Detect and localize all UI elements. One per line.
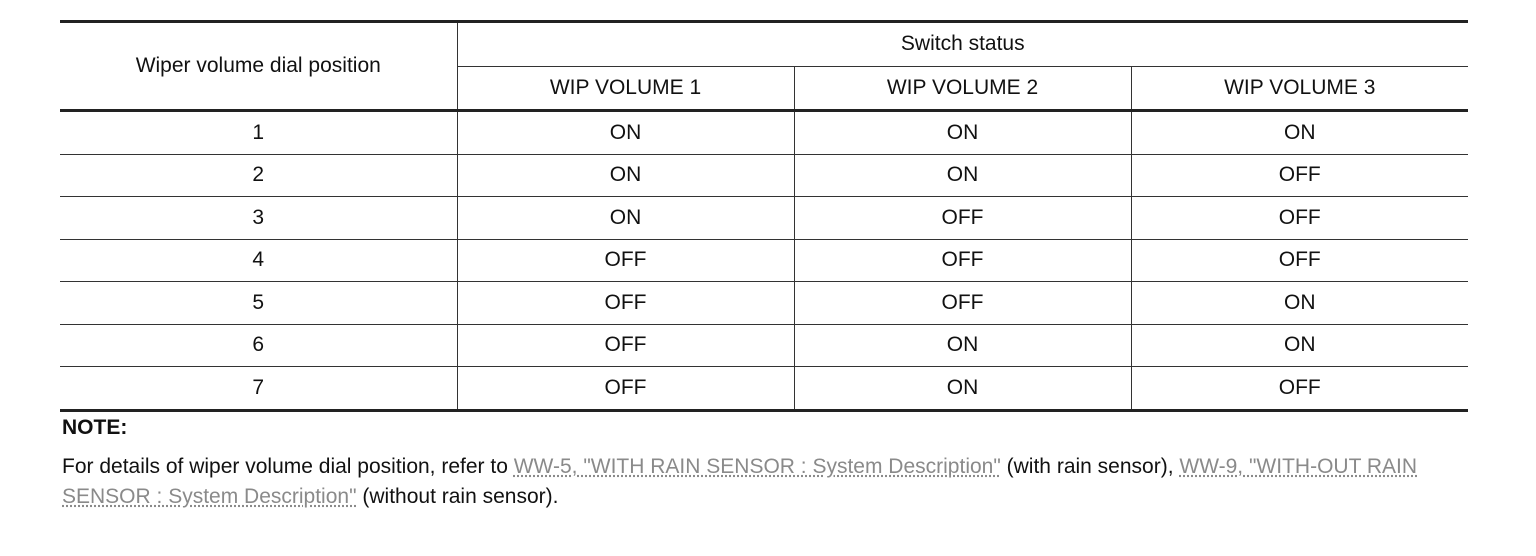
wip-volume-3-cell: ON: [1131, 111, 1468, 155]
switch-status-header: Switch status: [457, 22, 1468, 67]
column-header-wip-volume-2: WIP VOLUME 2: [794, 66, 1131, 111]
wip-volume-1-cell: ON: [457, 111, 794, 155]
note-title: NOTE:: [62, 416, 128, 439]
wip-volume-2-cell: OFF: [794, 197, 1131, 240]
table-row: [60, 239, 1468, 282]
column-header-wip-volume-1: WIP VOLUME 1: [457, 66, 794, 111]
note-text-before: For details of wiper volume dial position, refer to: [62, 455, 514, 478]
column-header-wip-volume-3: WIP VOLUME 3: [1131, 66, 1468, 111]
wip-volume-3-cell: ON: [1131, 324, 1468, 367]
wip-volume-1-cell: ON: [457, 197, 794, 240]
wip-volume-1-cell: ON: [457, 154, 794, 197]
note-text-after: (without rain sensor).: [356, 485, 559, 508]
table-row: [60, 367, 1468, 411]
dial-position-cell: 1: [60, 111, 457, 155]
note-body: [62, 452, 1472, 512]
switch-status-table-container: [60, 20, 1468, 412]
wip-volume-3-cell: OFF: [1131, 154, 1468, 197]
wip-volume-2-cell: OFF: [794, 282, 1131, 325]
wip-volume-3-cell: OFF: [1131, 197, 1468, 240]
ww5-with-rain-sensor-link[interactable]: WW-5, "WITH RAIN SENSOR : System Description": [513, 455, 1001, 478]
wip-volume-1-cell: OFF: [457, 282, 794, 325]
dial-position-cell: 4: [60, 239, 457, 282]
dial-position-cell: 6: [60, 324, 457, 367]
table-row: [60, 154, 1468, 197]
note-section: [62, 414, 1472, 512]
table-header-row: [60, 22, 1468, 67]
dial-position-cell: 2: [60, 154, 457, 197]
table-row: [60, 197, 1468, 240]
wip-volume-2-cell: ON: [794, 367, 1131, 411]
wip-volume-1-cell: OFF: [457, 367, 794, 411]
dial-position-header: Wiper volume dial position: [60, 22, 457, 111]
wip-volume-3-cell: ON: [1131, 282, 1468, 325]
dial-position-cell: 3: [60, 197, 457, 240]
wip-volume-2-cell: OFF: [794, 239, 1131, 282]
table-row: [60, 324, 1468, 367]
table-row: [60, 282, 1468, 325]
dial-position-cell: 7: [60, 367, 457, 411]
wip-volume-2-cell: ON: [794, 324, 1131, 367]
ww9-without-rain-sensor-link[interactable]: WW-9, "WITH-OUT RAIN SENSOR : System Description": [62, 455, 1418, 508]
table-row: [60, 111, 1468, 155]
switch-status-table: [60, 20, 1468, 412]
wip-volume-1-cell: OFF: [457, 239, 794, 282]
dial-position-cell: 5: [60, 282, 457, 325]
wip-volume-3-cell: OFF: [1131, 367, 1468, 411]
note-text-middle: (with rain sensor),: [1000, 455, 1180, 478]
wip-volume-1-cell: OFF: [457, 324, 794, 367]
wip-volume-2-cell: ON: [794, 111, 1131, 155]
wip-volume-3-cell: OFF: [1131, 239, 1468, 282]
wip-volume-2-cell: ON: [794, 154, 1131, 197]
